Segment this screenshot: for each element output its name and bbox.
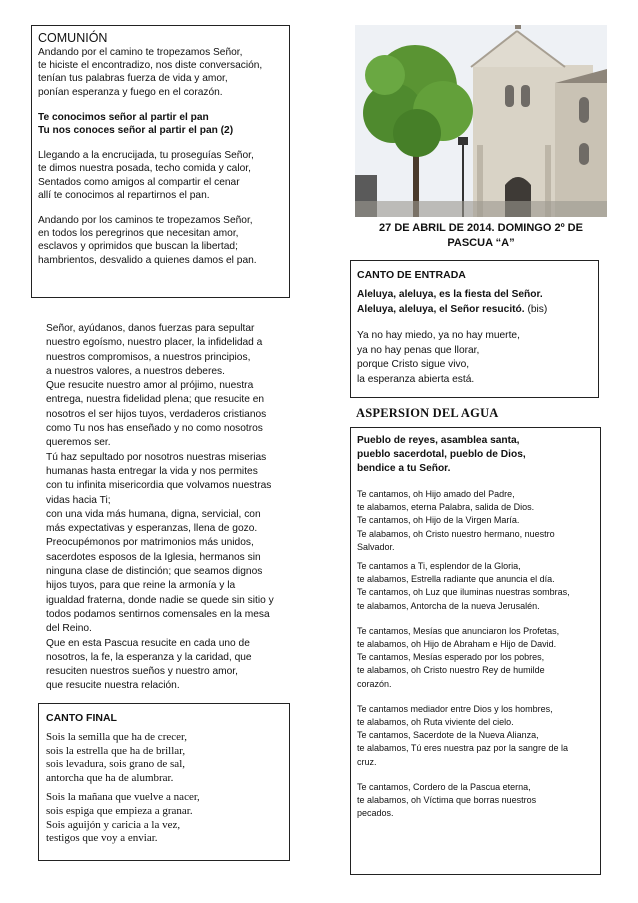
bis-marker: (bis) [524, 303, 548, 315]
text-line: te dimos nuestra posada, techo comida y calor, [38, 163, 251, 175]
aspersion-heading: ASPERSION DEL AGUA [356, 406, 499, 420]
church-building-photo [355, 25, 607, 217]
text-line: más expectativas y esperanzas, llena de gozo. [46, 523, 258, 535]
text-line: sacerdotes esposos de la Iglesia, hermanos sin [46, 551, 261, 563]
comunion-stanza-3 [38, 214, 289, 267]
text-line: bendice a tu Señor. [357, 463, 451, 474]
text-line: nuestro egoísmo, nuestro placer, la infidelidad a [46, 337, 263, 349]
text-line: resuciten nuestros sueños y nuestro amor, [46, 666, 238, 678]
text-line: nosotros, la fe, la esperanza y la caridad, que [46, 651, 252, 663]
text-line: Sois aguijón y caricia a la vez, [46, 818, 181, 831]
text-line: hijos tuyos, para que reine la armonía y la [46, 580, 236, 592]
text-line: Andando por los caminos te tropezamos Señor, [38, 215, 253, 227]
text-line: todos podamos sentirnos comensales en la mesa [46, 608, 270, 620]
text-line: entrega, nuestra fidelidad plena; que resucite en [46, 394, 265, 406]
text-line: Te cantamos, oh Hijo de la Virgen María. [357, 515, 520, 526]
text-line: en todos los peregrinos que necesitan amor, [38, 228, 239, 240]
text-line: ninguna clase de distinción; que seamos dignos [46, 566, 263, 578]
text-line: Te conocimos señor al partir el pan [38, 111, 209, 123]
text-line: nosotros el ser hijos tuyos, verdaderos cristianos [46, 408, 267, 420]
text-line: Te cantamos, Sacerdote de la Nueva Alianza, [357, 730, 539, 741]
text-line: Preocupémonos por matrimonios más unidos, [46, 537, 254, 549]
comunion-stanza-1 [38, 46, 289, 99]
text-line: humanas hasta entregar la vida y nos permites [46, 465, 258, 477]
text-line: Señor, ayúdanos, danos fuerzas para sepultar [46, 323, 255, 334]
canto-final-stanza-2 [46, 791, 289, 845]
comunion-box [31, 25, 290, 298]
prayer-text [46, 322, 298, 694]
aspersion-stanza-4 [357, 703, 600, 769]
canto-entrada-stanza [357, 329, 598, 387]
text-line: te alabamos, oh Cristo nuestro Rey de humilde [357, 665, 545, 676]
text-line: te alabamos, oh Hijo de Abraham e Hijo de David. [357, 639, 557, 650]
text-line: pueblo sacerdotal, pueblo de Dios, [357, 449, 526, 460]
text-line: antorcha que ha de alumbrar. [46, 771, 174, 784]
aspersion-box [350, 427, 601, 875]
text-line: nuestros compromisos, a nuestros principios, [46, 351, 251, 363]
text-line: tenían tus palabras fuerza de vida y amor, [38, 73, 228, 85]
text-line: Te cantamos mediador entre Dios y los hombres, [357, 703, 553, 714]
text-line: igualdad fraterna, donde nadie se quede sin sitio y [46, 594, 274, 606]
text-line: testigos que voy a enviar. [46, 832, 158, 845]
text-line: la esperanza abierta está. [357, 373, 475, 385]
text-line: sois la estrella que ha de brillar, [46, 744, 186, 757]
text-line: Te cantamos, oh Luz que iluminas nuestras sombras, [357, 587, 570, 598]
text-line: vidas hacia Ti; [46, 494, 111, 506]
canto-entrada-chorus [357, 288, 598, 317]
date-line-2: PASCUA “A” [447, 237, 515, 249]
text-line: a nuestros valores, a nuestros deberes. [46, 365, 225, 377]
aspersion-stanza-5 [357, 781, 600, 821]
text-line: con tu infinita misericordia que volvamos nuestras [46, 480, 272, 492]
text-line: te alabamos, oh Ruta viviente del cielo. [357, 717, 514, 728]
text-line: te alabamos, Antorcha de la nueva Jerusalén. [357, 600, 540, 611]
text-line: cruz. [357, 756, 377, 767]
text-line: Andando por el camino te tropezamos Señor, [38, 47, 243, 58]
text-line: te alabamos, oh Víctima que borras nuestros [357, 795, 537, 806]
text-line: Sois la semilla que ha de crecer, [46, 731, 187, 743]
text-line: Te alabamos, oh Cristo nuestro hermano, nuestro [357, 528, 555, 539]
canto-final-stanza-1 [46, 731, 289, 785]
text-line: allí te conocimos al repartirnos el pan. [38, 189, 210, 201]
text-line: Aleluya, aleluya, el Señor resucitó. [357, 303, 525, 315]
text-line: sois levadura, sois grano de sal, [46, 758, 185, 771]
text-line: Sentados como amigos al compartir el cenar [38, 176, 240, 188]
text-line: Ya no hay miedo, ya no hay muerte, [357, 330, 520, 341]
aspersion-stanza-1 [357, 488, 600, 554]
comunion-chorus [38, 111, 289, 137]
date-line-1: 27 DE ABRIL DE 2014. DOMINGO 2º DE [379, 222, 583, 234]
text-line: porque Cristo sigue vivo, [357, 359, 470, 370]
canto-final-title: CANTO FINAL [46, 712, 117, 724]
text-line: que resucite nuestra relación. [46, 680, 180, 692]
text-line: esclavos y oprimidos que buscan la libertad; [38, 241, 238, 253]
aspersion-stanza-3 [357, 625, 600, 691]
canto-entrada-title: CANTO DE ENTRADA [357, 269, 466, 281]
text-line: pecados. [357, 808, 394, 819]
text-line: del Reino. [46, 623, 92, 635]
comunion-title: COMUNIÓN [38, 31, 108, 45]
text-line: sois espiga que empieza a granar. [46, 804, 193, 817]
text-line: Tú haz sepultado por nosotros nuestras miserias [46, 451, 267, 463]
text-line: con una vida más humana, digna, servicial, con [46, 508, 261, 520]
text-line: Te cantamos a Ti, esplendor de la Gloria, [357, 561, 521, 572]
text-line: hambrientos, desvalido a quienes damos el pan. [38, 254, 257, 266]
text-line: corazón. [357, 678, 392, 689]
text-line: Que en esta Pascua resucite en cada uno de [46, 637, 250, 649]
text-line: Aleluya, aleluya, es la fiesta del Señor. [357, 289, 543, 300]
canto-entrada-box [350, 260, 599, 398]
text-line: Que resucite nuestro amor al prójimo, nuestra [46, 380, 254, 392]
aspersion-chorus [357, 434, 600, 476]
text-line: Pueblo de reyes, asamblea santa, [357, 435, 520, 446]
aspersion-stanza-2 [357, 560, 600, 613]
text-line: Sois la mañana que vuelve a nacer, [46, 791, 200, 804]
text-line: Te cantamos, oh Hijo amado del Padre, [357, 489, 515, 499]
canto-final-box [38, 703, 290, 861]
text-line: ya no hay penas que llorar, [357, 344, 480, 356]
text-line: ponían esperanza y fuego en el corazón. [38, 86, 223, 98]
text-line: te alabamos, Tú eres nuestra paz por la sangre de la [357, 743, 568, 754]
text-line: te alabamos, Estrella radiante que anuncia el día. [357, 574, 555, 585]
text-line: queremos ser. [46, 437, 111, 449]
date-heading [355, 221, 607, 251]
text-line: Te cantamos, Cordero de la Pascua eterna, [357, 781, 531, 792]
text-line: te alabamos, eterna Palabra, salida de Dios. [357, 502, 535, 513]
church-photo-svg [355, 25, 607, 217]
text-line: como Tu nos has enseñado y no como nosotros [46, 423, 263, 435]
text-line: Tu nos conoces señor al partir el pan (2) [38, 125, 234, 137]
text-line: Te cantamos, Mesías que anunciaron los Profetas, [357, 625, 560, 636]
text-line: Llegando a la encrucijada, tu proseguías Señor, [38, 150, 254, 162]
text-line: te hiciste el encontradizo, nos diste conversación, [38, 60, 263, 72]
text-line: Te cantamos, Mesías esperado por los pobres, [357, 652, 545, 663]
comunion-stanza-2 [38, 149, 289, 202]
text-line: Salvador. [357, 541, 395, 552]
